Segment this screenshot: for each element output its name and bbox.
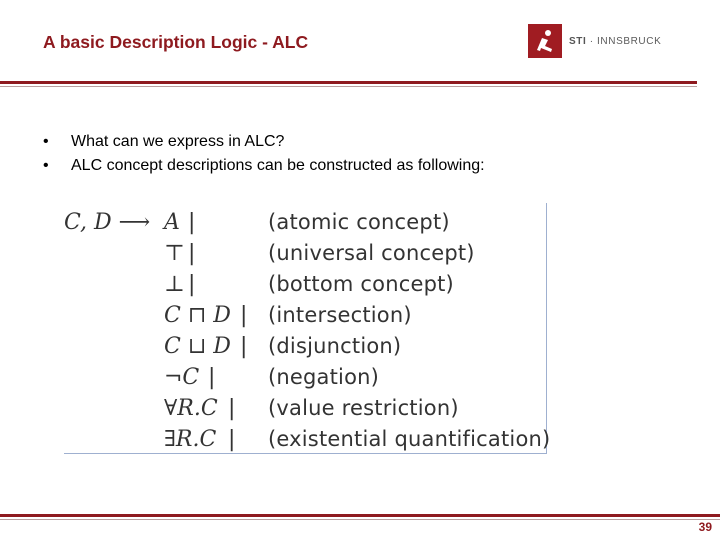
grammar-bar: | [228,427,236,452]
logo-mark-icon [528,24,562,58]
footer-rule-thin [0,519,720,520]
grammar-symbol: ∃R.C [164,427,217,452]
grammar-symbol: ⊤ [164,241,185,266]
logo-text-rest: INNSBRUCK [597,35,662,47]
grammar-bar: | [240,334,248,359]
grammar-bar: | [228,396,236,421]
header-rule-thin [0,86,697,87]
grammar-symbol: C ⊔ D [164,334,231,359]
grammar-symbol: ¬C [164,365,200,390]
bullet-list [43,130,485,178]
grammar-description: (universal concept) [268,241,475,265]
grammar-bar: | [188,272,196,297]
page-number: 39 [698,520,712,534]
grammar-symbol: C ⊓ D [164,303,231,328]
logo-text [569,36,661,47]
header-rule [0,81,697,84]
bullet-marker: • [43,133,49,150]
grammar-symbol: ∀R.C [164,396,218,421]
footer-rule [0,514,720,517]
bullet-item [43,130,485,154]
bullet-marker: • [43,157,49,174]
bullet-text: ALC concept descriptions can be constructed as following: [71,157,485,174]
grammar-description: (disjunction) [268,334,402,358]
grammar-symbol: A [164,210,180,235]
slide-title: A basic Description Logic - ALC [43,32,309,52]
grammar-description: (value restriction) [268,396,459,420]
logo-text-separator: · [586,35,598,47]
logo-text-bold: STI [569,35,587,47]
grammar-bar: | [188,241,196,266]
sti-innsbruck-logo [528,24,661,58]
grammar-symbol: ⊥ [164,272,185,297]
grammar-description: (intersection) [268,303,412,327]
grammar-description: (bottom concept) [268,272,454,296]
grammar-bar: | [240,303,248,328]
grammar-description: (atomic concept) [268,210,450,234]
bullet-item [43,154,485,178]
grammar-description: (negation) [268,365,380,389]
grammar-description: (existential quantification) [268,427,551,451]
alc-grammar-figure [64,203,551,454]
bullet-text: What can we express in ALC? [71,133,285,150]
grammar-bar: | [208,365,216,390]
grammar-lhs: C, D ⟶ [64,210,151,235]
grammar-bar: | [188,210,196,235]
